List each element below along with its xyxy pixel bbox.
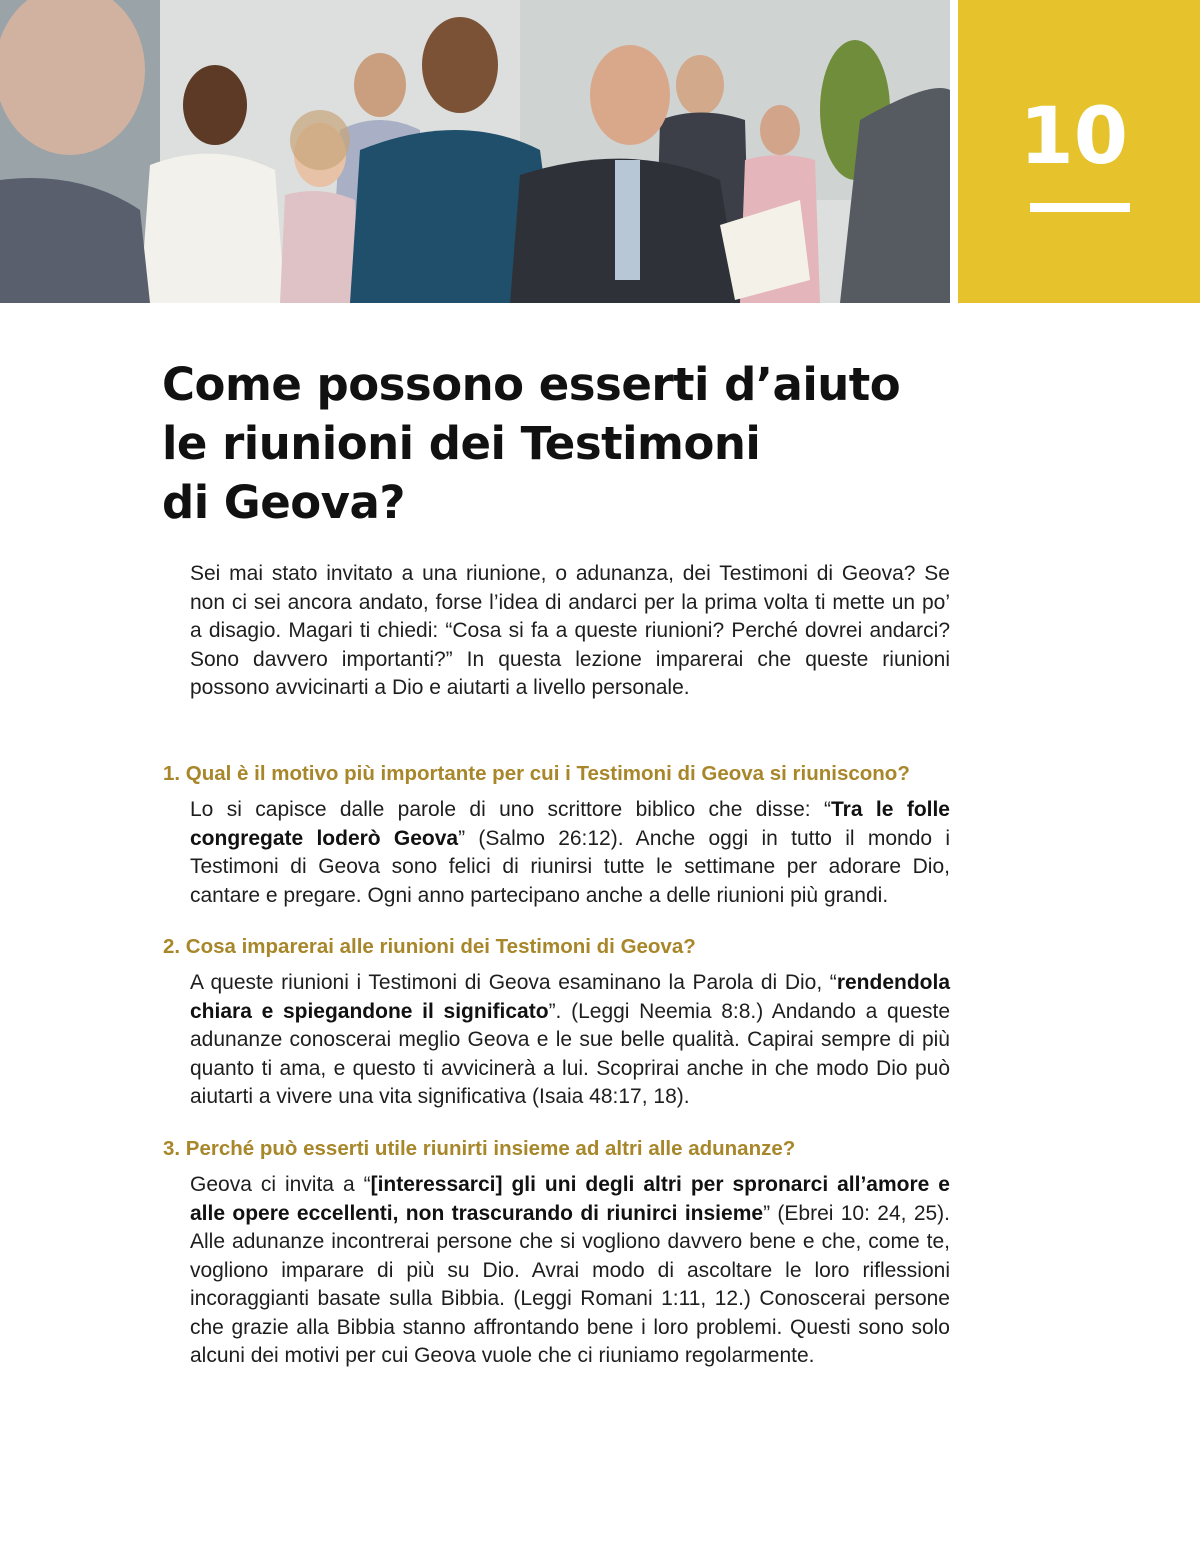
question-2: 2. Cosa imparerai alle riunioni dei Testimoni di Geova? xyxy=(163,935,696,958)
question-1: 1. Qual è il motivo più importante per cui i Testimoni di Geova si riuniscono? xyxy=(163,762,910,785)
scripture-quote: [interessarci] gli uni degli altri per spronarci all’amore e alle opere eccellenti, non trascurando di riunirci insieme xyxy=(190,1173,950,1225)
lesson-number-box xyxy=(958,0,1200,303)
lesson-number-underline xyxy=(1030,203,1130,212)
answer-text: A queste riunioni i Testimoni di Geova esaminano la Parola di Dio, “ xyxy=(190,971,837,994)
answer-text: Lo si capisce dalle parole di uno scrittore biblico che disse: “ xyxy=(190,798,832,821)
answer-text: Geova ci invita a “ xyxy=(190,1173,371,1196)
intro-paragraph: Sei mai stato invitato a una riunione, o adunanza, dei Testimoni di Geova? Se non ci sei ancora andato, forse l’idea di andarci per la prima volta ti mette un po’ a disagio. Magari ti chiedi: “Cosa si fa a queste riunioni? Perché dovrei andarci? Sono davvero importanti?” In questa lezione imparerai che queste riunioni possono avvicinarti a Dio e aiutarti a livello personale. xyxy=(190,562,950,699)
page-title-line: le riunioni dei Testimoni xyxy=(162,417,761,470)
answer-text: ” (Ebrei 10: 24, 25). Alle adunanze incontrerai persone che si vogliono davvero bene e che, come te, vogliono imparare di più su Dio. Avrai modo di ascoltare le loro riflessioni incoraggianti basate sulla Bibbia. (Leggi Romani 1:11, 12.) Conoscerai persone che grazie alla Bibbia stanno affrontando bene i loro problemi. Questi sono solo alcuni dei motivi per cui Geova vuole che ci riuniamo regolarmente. xyxy=(190,1201,951,1367)
answer-1 xyxy=(190,796,950,910)
hero-photo xyxy=(0,0,950,303)
page-title-line: di Geova? xyxy=(162,476,405,529)
answer-text: ” (Salmo 26:12). Anche oggi in tutto il mondo i Testimoni di Geova sono felici di riunirsi tutte le settimane per adorare Dio, cantare e pregare. Ogni anno partecipano anche a delle riunioni più grandi. xyxy=(190,826,951,907)
scripture-quote: Tra le folle congregate loderò Geova xyxy=(190,798,950,850)
answer-2 xyxy=(190,969,950,1112)
page-title-line: Come possono esserti d’aiuto xyxy=(162,358,901,411)
question-3: 3. Perché può esserti utile riunirti insieme ad altri alle adunanze? xyxy=(163,1137,796,1160)
answer-3 xyxy=(190,1171,950,1371)
answer-text: ”. (Leggi Neemia 8:8.) Andando a queste adunanze conoscerai meglio Geova e le sue belle qualità. Capirai sempre di più quanto ti ama, e questo ti avvicinerà a lui. Scoprirai anche in che modo Dio può aiutarti a vivere una vita significativa (Isaia 48:17, 18). xyxy=(190,999,951,1108)
lesson-number: 10 xyxy=(1019,92,1128,182)
page-title xyxy=(162,355,942,532)
scripture-quote: rendendola chiara e spiegandone il significato xyxy=(190,971,950,1023)
photo-meeting-audience-icon xyxy=(0,0,950,303)
